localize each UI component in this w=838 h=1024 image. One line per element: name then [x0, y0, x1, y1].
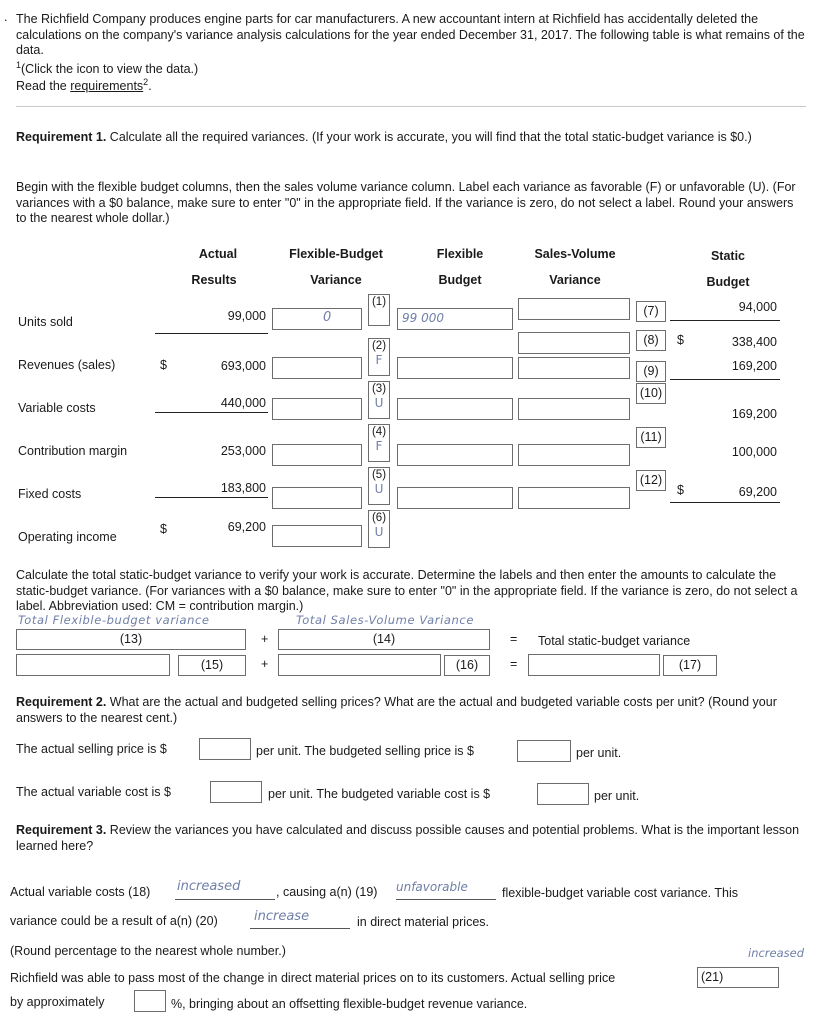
sv-label-select-11[interactable]: (11) — [636, 427, 666, 448]
header-static-budget: Budget — [706, 275, 750, 289]
static-variable-costs: 169,200 — [731, 359, 777, 373]
total-static-label-select[interactable]: (17) — [663, 655, 717, 676]
handwritten-total-sv: Total Sales-Volume Variance — [296, 613, 475, 627]
header-flexible: Flexible — [436, 247, 484, 261]
static-operating-income: 69,200 — [738, 485, 777, 499]
header-actual: Actual — [198, 247, 238, 261]
actual-variable-costs: 440,000 — [220, 396, 266, 410]
answer-19-underline — [396, 899, 496, 900]
fbv-fixed-costs-input[interactable] — [272, 487, 362, 509]
row-label-fixed-costs: Fixed costs — [18, 487, 82, 501]
total-fbv-variance-label-select[interactable]: (15) — [178, 655, 246, 676]
budgeted-variable-cost-input[interactable] — [537, 783, 589, 805]
header-flexible-budget: Flexible-Budget — [289, 247, 383, 261]
click-data-text: (Click the icon to view the data.) — [21, 62, 199, 77]
actual-contribution-margin: 253,000 — [220, 444, 266, 458]
equals-sign: = — [510, 657, 518, 671]
per-unit-label: per unit. — [576, 746, 622, 760]
req1-paragraph: Requirement 1. Calculate all the required variances. (If your work is accurate, you will find that the total static-budget variance is $0.) — [16, 130, 752, 144]
plus-sign: + — [261, 632, 269, 646]
answer-21-handwritten: increased — [748, 946, 805, 960]
flexible-budget-revenues-input[interactable] — [397, 357, 513, 379]
actual-operating-income: 69,200 — [227, 520, 266, 534]
fbv-label-select-5[interactable]: (5) U — [368, 467, 390, 505]
answer-21-select[interactable]: (21) — [697, 967, 779, 988]
sv-label-select-12[interactable]: (12) — [636, 470, 666, 491]
fbv-label-select-2[interactable]: (2) F — [368, 338, 390, 376]
fbv-revenues-input[interactable] — [272, 357, 362, 379]
answer-20-underline — [250, 928, 350, 929]
total-sv-amount-input[interactable] — [278, 654, 441, 676]
req3-line-2-end: in direct material prices. — [357, 915, 489, 929]
req3-line-5-end: %, bringing about an offsetting flexible-budget revenue variance. — [171, 997, 528, 1011]
flexible-budget-units-input[interactable]: 99 000 — [397, 308, 513, 330]
round-percentage-note: (Round percentage to the nearest whole number.) — [10, 944, 286, 958]
fbv-operating-income-input[interactable] — [272, 525, 362, 547]
static-contribution-margin: 169,200 — [731, 407, 777, 421]
flexible-budget-fixed-costs-input[interactable] — [397, 487, 513, 509]
req3-paragraph: Requirement 3. Review the variances you have calculated and discuss possible causes and potential problems. What is the important lesson learned here? — [16, 823, 800, 853]
plus-sign: + — [261, 657, 269, 671]
fbv-label-select-1[interactable]: (1) — [368, 294, 390, 326]
read-requirements: Read the requirements$^2$. — [16, 77, 152, 94]
fbv-variable-costs-input[interactable] — [272, 398, 362, 420]
row-label-variable-costs: Variable costs — [18, 401, 96, 415]
sv-revenues-input[interactable] — [518, 357, 630, 379]
fbv-label-select-6[interactable]: (6) U — [368, 510, 390, 548]
static-units: 94,000 — [738, 300, 777, 314]
row-label-units-sold: Units sold — [18, 315, 73, 329]
row-label-contribution-margin: Contribution margin — [18, 444, 128, 458]
total-static-budget-variance-label: Total static-budget variance — [538, 634, 691, 648]
answer-18-underline — [175, 899, 275, 900]
static-revenues: 338,400 — [731, 335, 777, 349]
intro-paragraph: The Richfield Company produces engine parts for car manufacturers. A new accountant intern at Richfield has accidentally deleted the calculations on the company's variance analysis calculations for the year ended December 31, 2017. The following table is what remains of the data. — [16, 12, 805, 57]
answer-20-handwritten[interactable]: increase — [254, 909, 310, 924]
total-static-amount-input[interactable] — [528, 654, 660, 676]
req3-line-5-start: by approximately — [10, 995, 105, 1009]
req3-line-2-start: variance could be a result of a(n) (20) — [10, 914, 218, 928]
answer-18-handwritten[interactable]: increased — [177, 879, 241, 894]
actual-revenues: 693,000 — [220, 359, 266, 373]
budgeted-variable-cost-label: per unit. The budgeted variable cost is $ — [268, 787, 491, 801]
req3-line-1-end: flexible-budget variable cost variance. This — [502, 886, 739, 900]
header-results: Results — [191, 273, 237, 287]
sv-label-select-8[interactable]: (8) — [636, 330, 666, 351]
req1-instructions: Begin with the flexible budget columns, then the sales volume variance column. Label each variance as favorable (F) or unfavorable (U). (For variances with a $0 balance, make sure to enter "0" in the appropriate field. If the variance is zero, do not select a label. Round your answers to the nearest whole dollar.) — [16, 180, 796, 225]
fbv-units-input[interactable]: 0 — [272, 308, 362, 330]
total-fbv-label-select[interactable]: (13) — [16, 629, 246, 650]
total-fbv-amount-input[interactable] — [16, 654, 170, 676]
total-sv-variance-label-select[interactable]: (16) — [444, 655, 490, 676]
header-fbv-variance: Variance — [310, 273, 362, 287]
sv-label-select-10[interactable]: (10) — [636, 383, 666, 404]
bullet-marker: . — [4, 10, 8, 24]
actual-variable-cost-label: The actual variable cost is $ — [16, 785, 171, 799]
percentage-input[interactable] — [134, 990, 166, 1012]
budgeted-selling-price-input[interactable] — [517, 740, 571, 762]
divider — [16, 106, 806, 107]
flexible-budget-contribution-input[interactable] — [397, 444, 513, 466]
sv-contribution-input[interactable] — [518, 444, 630, 466]
req3-line-4: Richfield was able to pass most of the change in direct material prices on to its customers. Actual selling price — [10, 971, 616, 985]
req3-line-1-start: Actual variable costs (18) — [10, 885, 151, 899]
dollar-sign: $ — [677, 483, 684, 497]
header-static: Static — [710, 249, 746, 263]
actual-units: 99,000 — [227, 309, 266, 323]
static-fixed-costs: 100,000 — [731, 445, 777, 459]
sv-label-select-9[interactable]: (9) — [636, 361, 666, 382]
header-budget: Budget — [438, 273, 482, 287]
rule-line — [155, 412, 268, 413]
handwritten-total-fbv: Total Flexible-budget variance — [18, 613, 210, 627]
dollar-sign: $ — [160, 522, 167, 536]
sv-variable-costs-input[interactable] — [518, 398, 630, 420]
actual-fixed-costs: 183,800 — [220, 481, 266, 495]
actual-variable-cost-input[interactable] — [210, 781, 262, 803]
rule-line — [670, 379, 780, 380]
fbv-label-select-4[interactable]: (4) F — [368, 424, 390, 462]
fbv-contribution-input[interactable] — [272, 444, 362, 466]
total-variance-paragraph: Calculate the total static-budget variance to verify your work is accurate. Determine the labels and then enter the amounts to calculate the static-budget variance. (For variances with a $0 balance, make sure to enter "0" in the appropriate field. If the variance is zero, do not select a label. Abbreviation used: CM = contribution margin.) — [16, 568, 798, 613]
sv-label-select-7[interactable]: (7) — [636, 301, 666, 322]
sv-fixed-costs-input[interactable] — [518, 487, 630, 509]
per-unit-label: per unit. — [594, 789, 640, 803]
req2-paragraph: Requirement 2. What are the actual and budgeted selling prices? What are the actual and budgeted variable costs per unit? (Round your answers to the nearest cent.) — [16, 695, 777, 725]
rule-line — [155, 497, 268, 498]
header-sv-variance: Variance — [549, 273, 601, 287]
equals-sign: = — [510, 632, 518, 646]
dollar-sign: $ — [160, 358, 167, 372]
sv-units-input[interactable] — [518, 298, 630, 320]
flexible-budget-variable-costs-input[interactable] — [397, 398, 513, 420]
actual-selling-price-input[interactable] — [199, 738, 251, 760]
header-sales-volume: Sales-Volume — [534, 247, 616, 261]
rule-line — [670, 320, 780, 321]
req3-line-1-mid: , causing a(n) (19) — [276, 885, 378, 899]
fbv-label-select-3[interactable]: (3) U — [368, 381, 390, 419]
actual-selling-price-label: The actual selling price is $ — [16, 742, 167, 756]
requirements-link[interactable]: requirements — [70, 79, 144, 94]
budgeted-selling-price-label: per unit. The budgeted selling price is $ — [256, 744, 474, 758]
rule-line — [670, 502, 780, 503]
rule-line — [155, 333, 268, 334]
answer-19-handwritten[interactable]: unfavorable — [396, 880, 468, 894]
row-label-revenues: Revenues (sales) — [18, 358, 116, 372]
data-note: $^1$(Click the icon to view the data.) — [16, 60, 199, 77]
sv-units-2-input[interactable] — [518, 332, 630, 354]
total-sv-label-select[interactable]: (14) — [278, 629, 490, 650]
row-label-operating-income: Operating income — [18, 530, 117, 544]
dollar-sign: $ — [677, 333, 684, 347]
